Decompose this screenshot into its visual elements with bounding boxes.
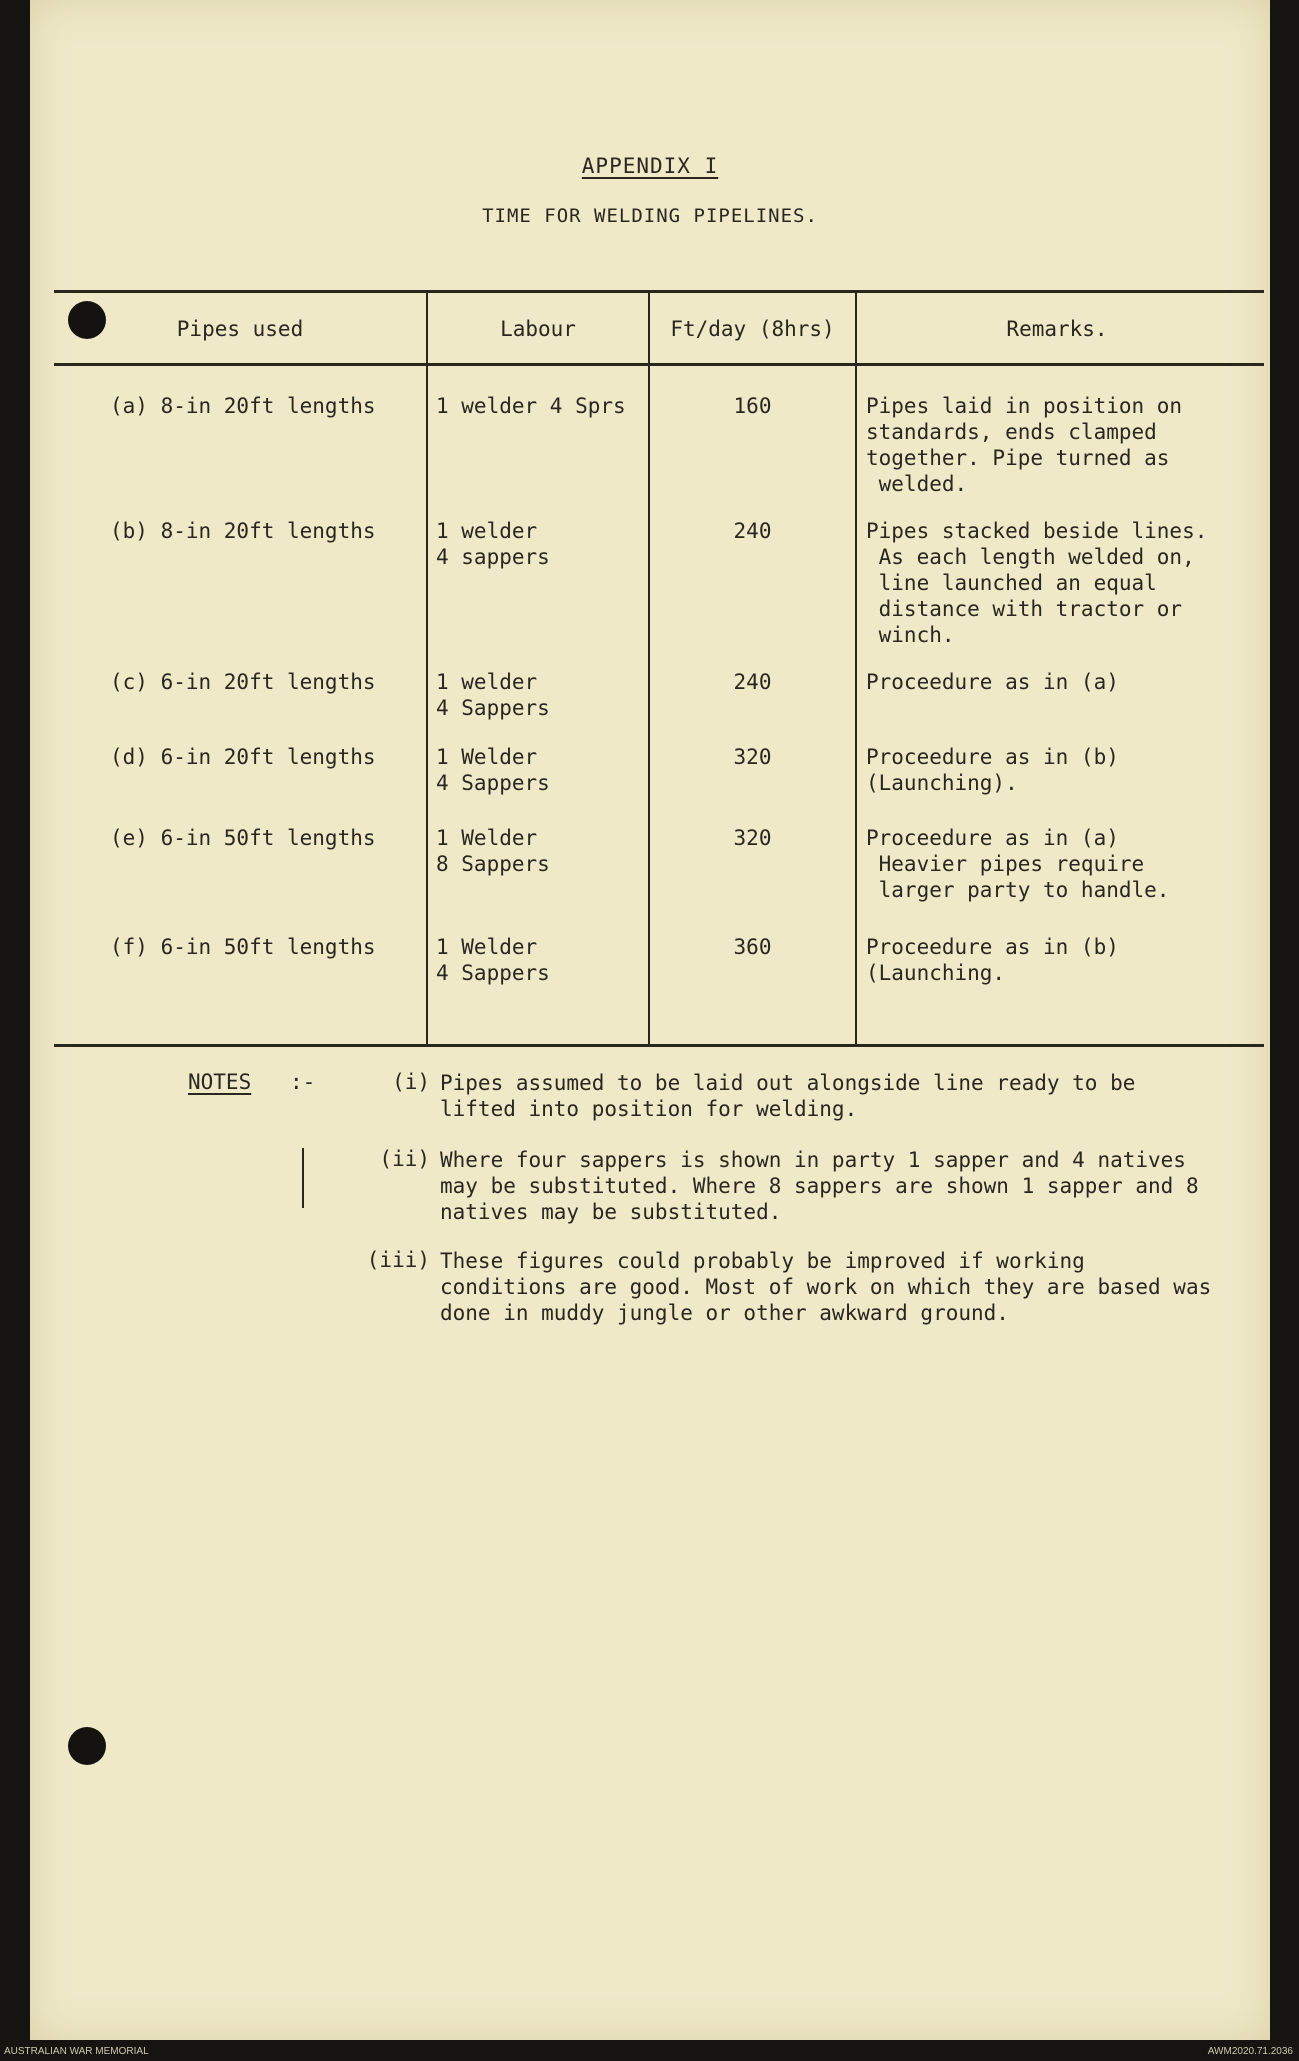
cell-pipes: (a) 8-in 20ft lengths [110, 394, 376, 418]
header-pipes-used: Pipes used [176, 317, 304, 341]
welding-time-table [54, 290, 1264, 1047]
cell-ft-day: 240 [733, 519, 772, 543]
cell-ft-day: 360 [733, 935, 772, 959]
footer-left: AUSTRALIAN WAR MEMORIAL [4, 2046, 149, 2057]
cell-remarks: Pipes laid in position on standards, ends clamped together. Pipe turned as welded. [866, 394, 1183, 496]
cell-remarks: Proceedure as in (b) (Launching. [866, 935, 1119, 985]
punch-hole-bottom [68, 1727, 106, 1765]
cell-labour: 1 welder 4 sappers [436, 519, 550, 569]
cell-pipes: (f) 6-in 50ft lengths [110, 935, 376, 959]
notes-separator: :- [290, 1070, 316, 1094]
cell-remarks: Proceedure as in (a) [866, 670, 1119, 694]
cell-pipes: (d) 6-in 20ft lengths [110, 745, 376, 769]
cell-ft-day: 320 [733, 826, 772, 850]
margin-mark [302, 1148, 304, 1208]
column-divider [855, 290, 857, 1047]
cell-labour: 1 Welder 8 Sappers [436, 826, 550, 876]
footer-right: AWM2020.71.2036 [1207, 2046, 1293, 2057]
cell-remarks: Proceedure as in (a) Heavier pipes require larger party to handle. [866, 826, 1170, 902]
notes-label: NOTES [188, 1070, 252, 1094]
document-page [30, 0, 1270, 2040]
note-number: (ii) [379, 1147, 430, 1171]
table-top-rule [54, 290, 1264, 293]
table-header-rule [54, 363, 1264, 366]
cell-ft-day: 160 [733, 394, 772, 418]
header-labour: Labour [500, 317, 576, 341]
note-text: These figures could probably be improved if working conditions are good. Most of work on which they are based was done in muddy jungle or other awkward ground. [440, 1249, 1212, 1325]
cell-labour: 1 Welder 4 Sappers [436, 935, 550, 985]
cell-pipes: (e) 6-in 50ft lengths [110, 826, 376, 850]
cell-pipes: (c) 6-in 20ft lengths [110, 670, 376, 694]
cell-labour: 1 welder 4 Sappers [436, 670, 550, 720]
cell-labour: 1 Welder 4 Sappers [436, 745, 550, 795]
cell-ft-day: 240 [733, 670, 772, 694]
cell-ft-day: 320 [733, 745, 772, 769]
note-text: Pipes assumed to be laid out alongside line ready to be lifted into position for welding. [440, 1071, 1136, 1121]
cell-pipes: (b) 8-in 20ft lengths [110, 519, 376, 543]
note-number: (i) [392, 1070, 430, 1094]
appendix-heading: APPENDIX I [581, 154, 719, 178]
table-bottom-rule [54, 1044, 1264, 1047]
cell-remarks: Pipes stacked beside lines. As each length welded on, line launched an equal distance with tractor or winch. [866, 519, 1208, 647]
document-subheading: TIME FOR WELDING PIPELINES. [482, 205, 818, 227]
header-remarks: Remarks. [1006, 317, 1108, 341]
note-text: Where four sappers is shown in party 1 sapper and 4 natives may be substituted. Where 8 sappers are shown 1 sapper and 8 natives may be substituted. [440, 1148, 1199, 1224]
header-ft-per-day: Ft/day (8hrs) [670, 317, 835, 341]
column-divider [426, 290, 428, 1047]
cell-labour: 1 welder 4 Sprs [436, 394, 626, 418]
cell-remarks: Proceedure as in (b) (Launching). [866, 745, 1119, 795]
note-number: (iii) [366, 1248, 430, 1272]
